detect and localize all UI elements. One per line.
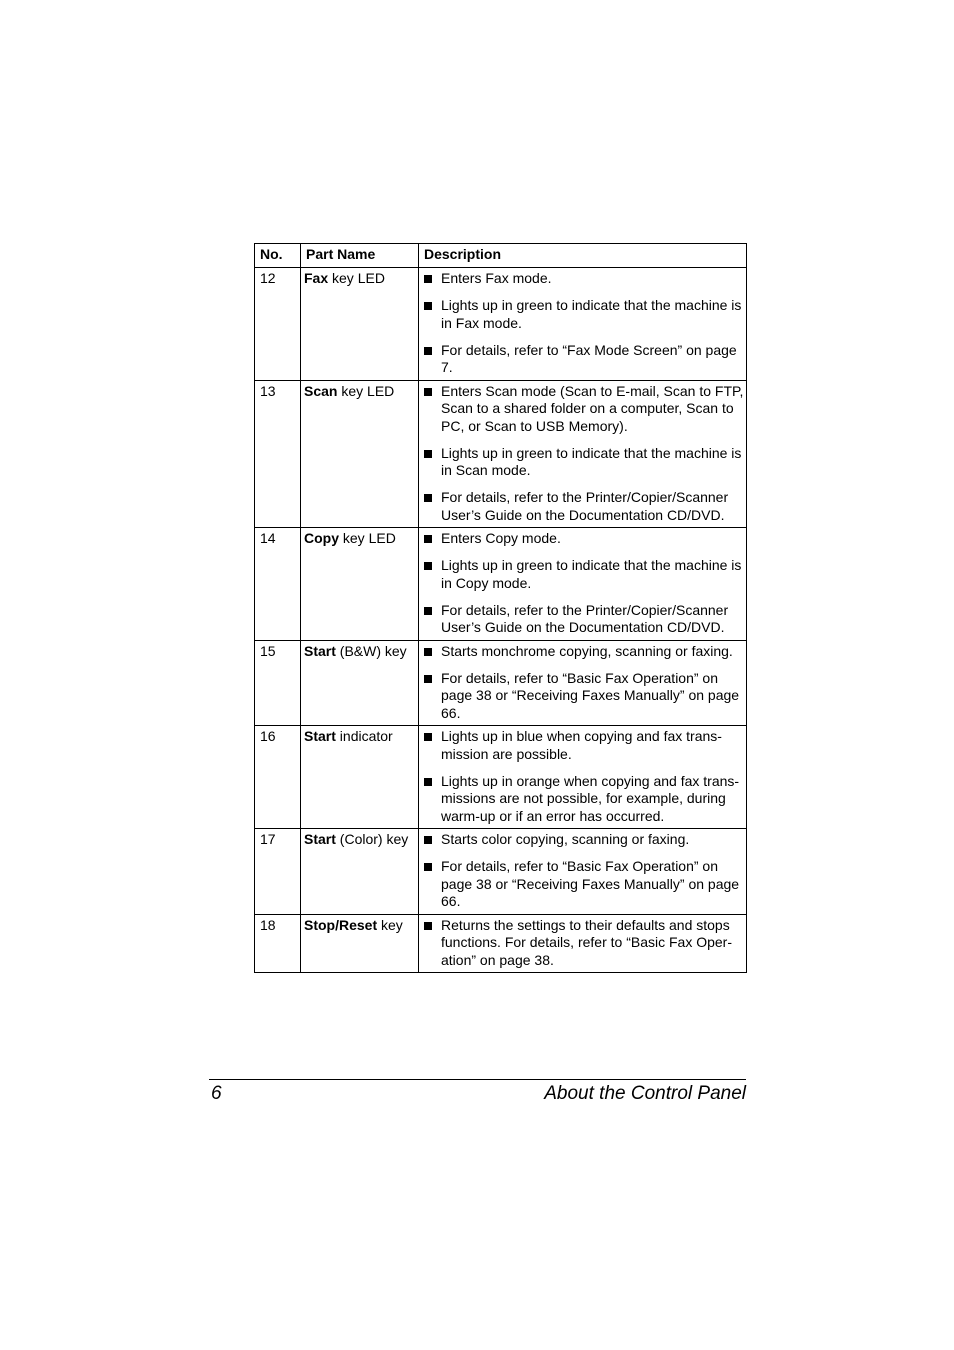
description-item: [424, 270, 745, 288]
description-text: Lights up in green to indicate that the machine is in Fax mode.: [441, 297, 742, 331]
row-number: 15: [255, 640, 301, 726]
part-name-bold: Stop/Reset: [304, 916, 378, 933]
description-text: For details, refer to “Basic Fax Operation” on page 38 or “Receiving Faxes Manually” on page 66.: [441, 858, 740, 909]
description-list: [424, 383, 745, 525]
table-row: [255, 829, 747, 915]
part-name-rest: indicator: [335, 728, 393, 744]
square-bullet-icon: [424, 450, 432, 458]
part-name-bold: Start: [304, 642, 336, 659]
description-text: Returns the settings to their defaults and stops functions. For details, refer to “Basic Fax Oper-ation” on page 38.: [441, 916, 732, 968]
square-bullet-icon: [424, 607, 432, 615]
row-number: 14: [255, 528, 301, 641]
description-item: [424, 489, 745, 524]
row-number: 17: [255, 829, 301, 915]
square-bullet-icon: [424, 302, 432, 310]
square-bullet-icon: [424, 648, 432, 656]
part-name-rest: key LED: [339, 530, 396, 546]
table-row: [255, 380, 747, 528]
page-number: 6: [211, 1083, 222, 1104]
description-text: Enters Copy mode.: [441, 530, 561, 546]
square-bullet-icon: [424, 778, 432, 786]
description-text: For details, refer to “Basic Fax Operation” on page 38 or “Receiving Faxes Manually” on page 66.: [441, 669, 740, 721]
row-number: 12: [255, 268, 301, 381]
description-list: [424, 917, 745, 970]
description-cell: [419, 640, 747, 726]
section-title: About the Control Panel: [544, 1083, 746, 1104]
row-number: 18: [255, 914, 301, 973]
description-text: Lights up in green to indicate that the machine is in Copy mode.: [441, 557, 742, 591]
part-name-rest: key LED: [337, 382, 395, 399]
description-cell: [419, 268, 747, 381]
page-footer: [209, 1079, 746, 1110]
description-item: [424, 342, 745, 377]
row-number: 16: [255, 726, 301, 829]
description-list: [424, 270, 745, 377]
description-cell: [419, 914, 747, 973]
row-number: 13: [255, 380, 301, 528]
table-row: [255, 726, 747, 829]
description-item: [424, 670, 745, 723]
description-text: Enters Scan mode (Scan to E-mail, Scan to FTP, Scan to a shared folder on a computer, Scan to PC, or Scan to USB Memory).: [441, 382, 744, 434]
description-item: [424, 773, 745, 826]
part-name-bold: Start: [304, 728, 336, 744]
table-row: [255, 268, 747, 381]
control-panel-parts-table-container: [254, 243, 746, 973]
header-no: No.: [255, 244, 301, 268]
description-text: Lights up in orange when copying and fax trans-missions are not possible, for example, during warm-up or if an error has occurred.: [441, 772, 740, 824]
part-name-cell: [301, 268, 419, 381]
square-bullet-icon: [424, 494, 432, 502]
description-text: For details, refer to “Fax Mode Screen” on page 7.: [441, 341, 737, 375]
square-bullet-icon: [424, 733, 432, 741]
square-bullet-icon: [424, 275, 432, 283]
table-body: [255, 268, 747, 973]
table-row: [255, 640, 747, 726]
part-name-cell: [301, 528, 419, 641]
square-bullet-icon: [424, 836, 432, 844]
square-bullet-icon: [424, 535, 432, 543]
description-item: [424, 831, 745, 849]
description-item: [424, 858, 745, 911]
part-name-cell: [301, 640, 419, 726]
description-text: Enters Fax mode.: [441, 270, 552, 286]
description-list: [424, 831, 745, 911]
description-item: [424, 557, 745, 592]
table-header-row: [255, 244, 747, 268]
description-cell: [419, 380, 747, 528]
description-text: Starts color copying, scanning or faxing.: [441, 831, 690, 847]
description-item: [424, 917, 745, 970]
table-row: [255, 528, 747, 641]
description-text: Lights up in green to indicate that the machine is in Scan mode.: [441, 444, 742, 478]
square-bullet-icon: [424, 388, 432, 396]
header-part-name: Part Name: [301, 244, 419, 268]
description-text: For details, refer to the Printer/Copier/Scanner User’s Guide on the Documentation CD/DVD.: [441, 489, 729, 523]
part-name-rest: (Color) key: [335, 831, 409, 847]
description-text: For details, refer to the Printer/Copier/Scanner User’s Guide on the Documentation CD/DVD.: [441, 601, 729, 635]
part-name-rest: (B&W) key: [335, 642, 407, 659]
part-name-bold: Copy: [304, 530, 339, 546]
square-bullet-icon: [424, 347, 432, 355]
description-list: [424, 728, 745, 825]
description-list: [424, 643, 745, 723]
description-cell: [419, 726, 747, 829]
table-row: [255, 914, 747, 973]
part-name-bold: Start: [304, 831, 336, 847]
description-text: Starts monchrome copying, scanning or faxing.: [441, 642, 733, 659]
description-item: [424, 383, 745, 436]
header-description: Description: [419, 244, 747, 268]
description-item: [424, 445, 745, 480]
part-name-bold: Scan: [304, 382, 338, 399]
description-list: [424, 530, 745, 637]
part-name-rest: key LED: [328, 270, 385, 286]
description-item: [424, 602, 745, 637]
description-text: Lights up in blue when copying and fax trans-mission are possible.: [441, 728, 722, 762]
description-item: [424, 530, 745, 548]
description-item: [424, 297, 745, 332]
description-cell: [419, 528, 747, 641]
square-bullet-icon: [424, 922, 432, 930]
description-item: [424, 643, 745, 661]
description-cell: [419, 829, 747, 915]
part-name-cell: [301, 914, 419, 973]
part-name-rest: key: [377, 916, 403, 933]
square-bullet-icon: [424, 863, 432, 871]
control-panel-parts-table: [254, 243, 747, 973]
description-item: [424, 728, 745, 763]
part-name-cell: [301, 829, 419, 915]
part-name-cell: [301, 726, 419, 829]
part-name-cell: [301, 380, 419, 528]
square-bullet-icon: [424, 562, 432, 570]
part-name-bold: Fax: [304, 270, 329, 286]
square-bullet-icon: [424, 675, 432, 683]
